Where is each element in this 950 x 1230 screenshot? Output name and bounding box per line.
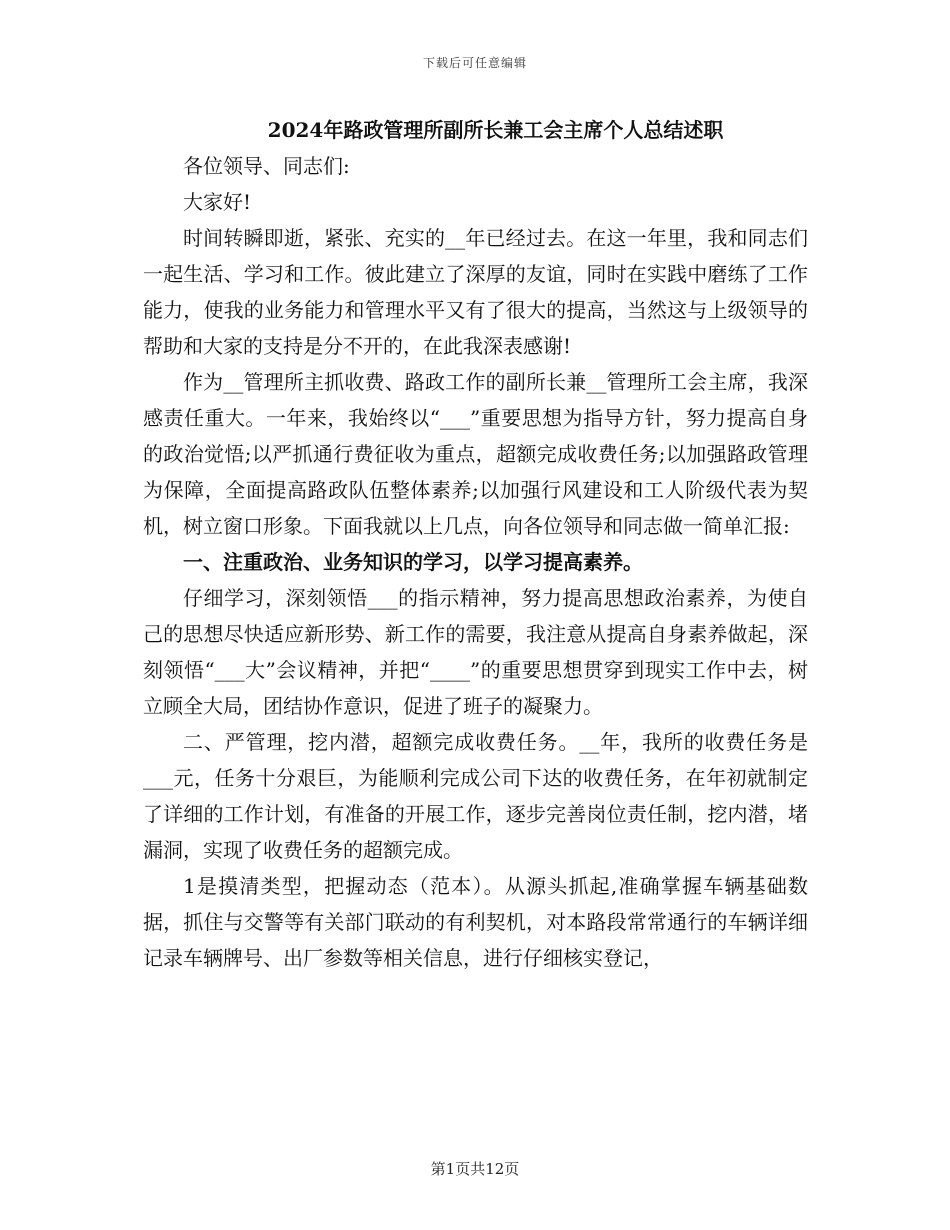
paragraph-management: 二、严管理，挖内潜，超额完成收费任务。__年，我所的收费任务是___元，任务十分艰巨，为能顺利完成公司下达的收费任务，在年初就制定了详细的工作计划，有准备的开展工作，逐步完善岗位责任制，挖内潜，堵漏洞，实现了收费任务的超额完成。: [143, 730, 808, 862]
document-title: 2024年路政管理所副所长兼工会主席个人总结述职: [267, 118, 724, 142]
paragraph-intro: 时间转瞬即逝，紧张、充实的__年已经过去。在这一年里，我和同志们一起生活、学习和工作。彼此建立了深厚的友谊，同时在实践中磨练了工作能力，使我的业务能力和管理水平又有了很大的提高，当然这与上级领导的帮助和大家的支持是分不开的，在此我深表感谢!: [143, 226, 808, 358]
document-body: [143, 112, 808, 976]
page-header-note: 下载后可任意编辑: [422, 56, 527, 70]
salutation: 各位领导、同志们:: [183, 154, 350, 178]
paragraph-point-1: 1是摸清类型，把握动态（范本）。从源头抓起,准确掌握车辆基础数据，抓住与交警等有关部门联动的有利契机，对本路段常常通行的车辆详细记录车辆牌号、出厂参数等相关信息，进行仔细核实登记，: [143, 874, 808, 970]
page-number: 第1页共12页: [430, 1160, 520, 1178]
paragraph-overview: 作为__管理所主抓收费、路政工作的副所长兼__管理所工会主席，我深感责任重大。一年来，我始终以“___”重要思想为指导方针，努力提高自身的政治觉悟;以严抓通行费征收为重点，超额完成收费任务;以加强路政管理为保障，全面提高路政队伍整体素养;以加强行风建设和工人阶级代表为契机，树立窗口形象。下面我就以上几点，向各位领导和同志做一简单汇报:: [143, 370, 808, 538]
section-heading-1: 一、注重政治、业务知识的学习，以学习提高素养。: [183, 550, 643, 574]
greeting: 大家好!: [183, 190, 252, 214]
paragraph-study: 仔细学习，深刻领悟___的指示精神，努力提高思想政治素养，为使自己的思想尽快适应新形势、新工作的需要，我注意从提高自身素养做起，深刻领悟“___大”会议精神，并把“____”的重要思想贯穿到现实工作中去，树立顾全大局，团结协作意识，促进了班子的凝聚力。: [143, 586, 808, 718]
